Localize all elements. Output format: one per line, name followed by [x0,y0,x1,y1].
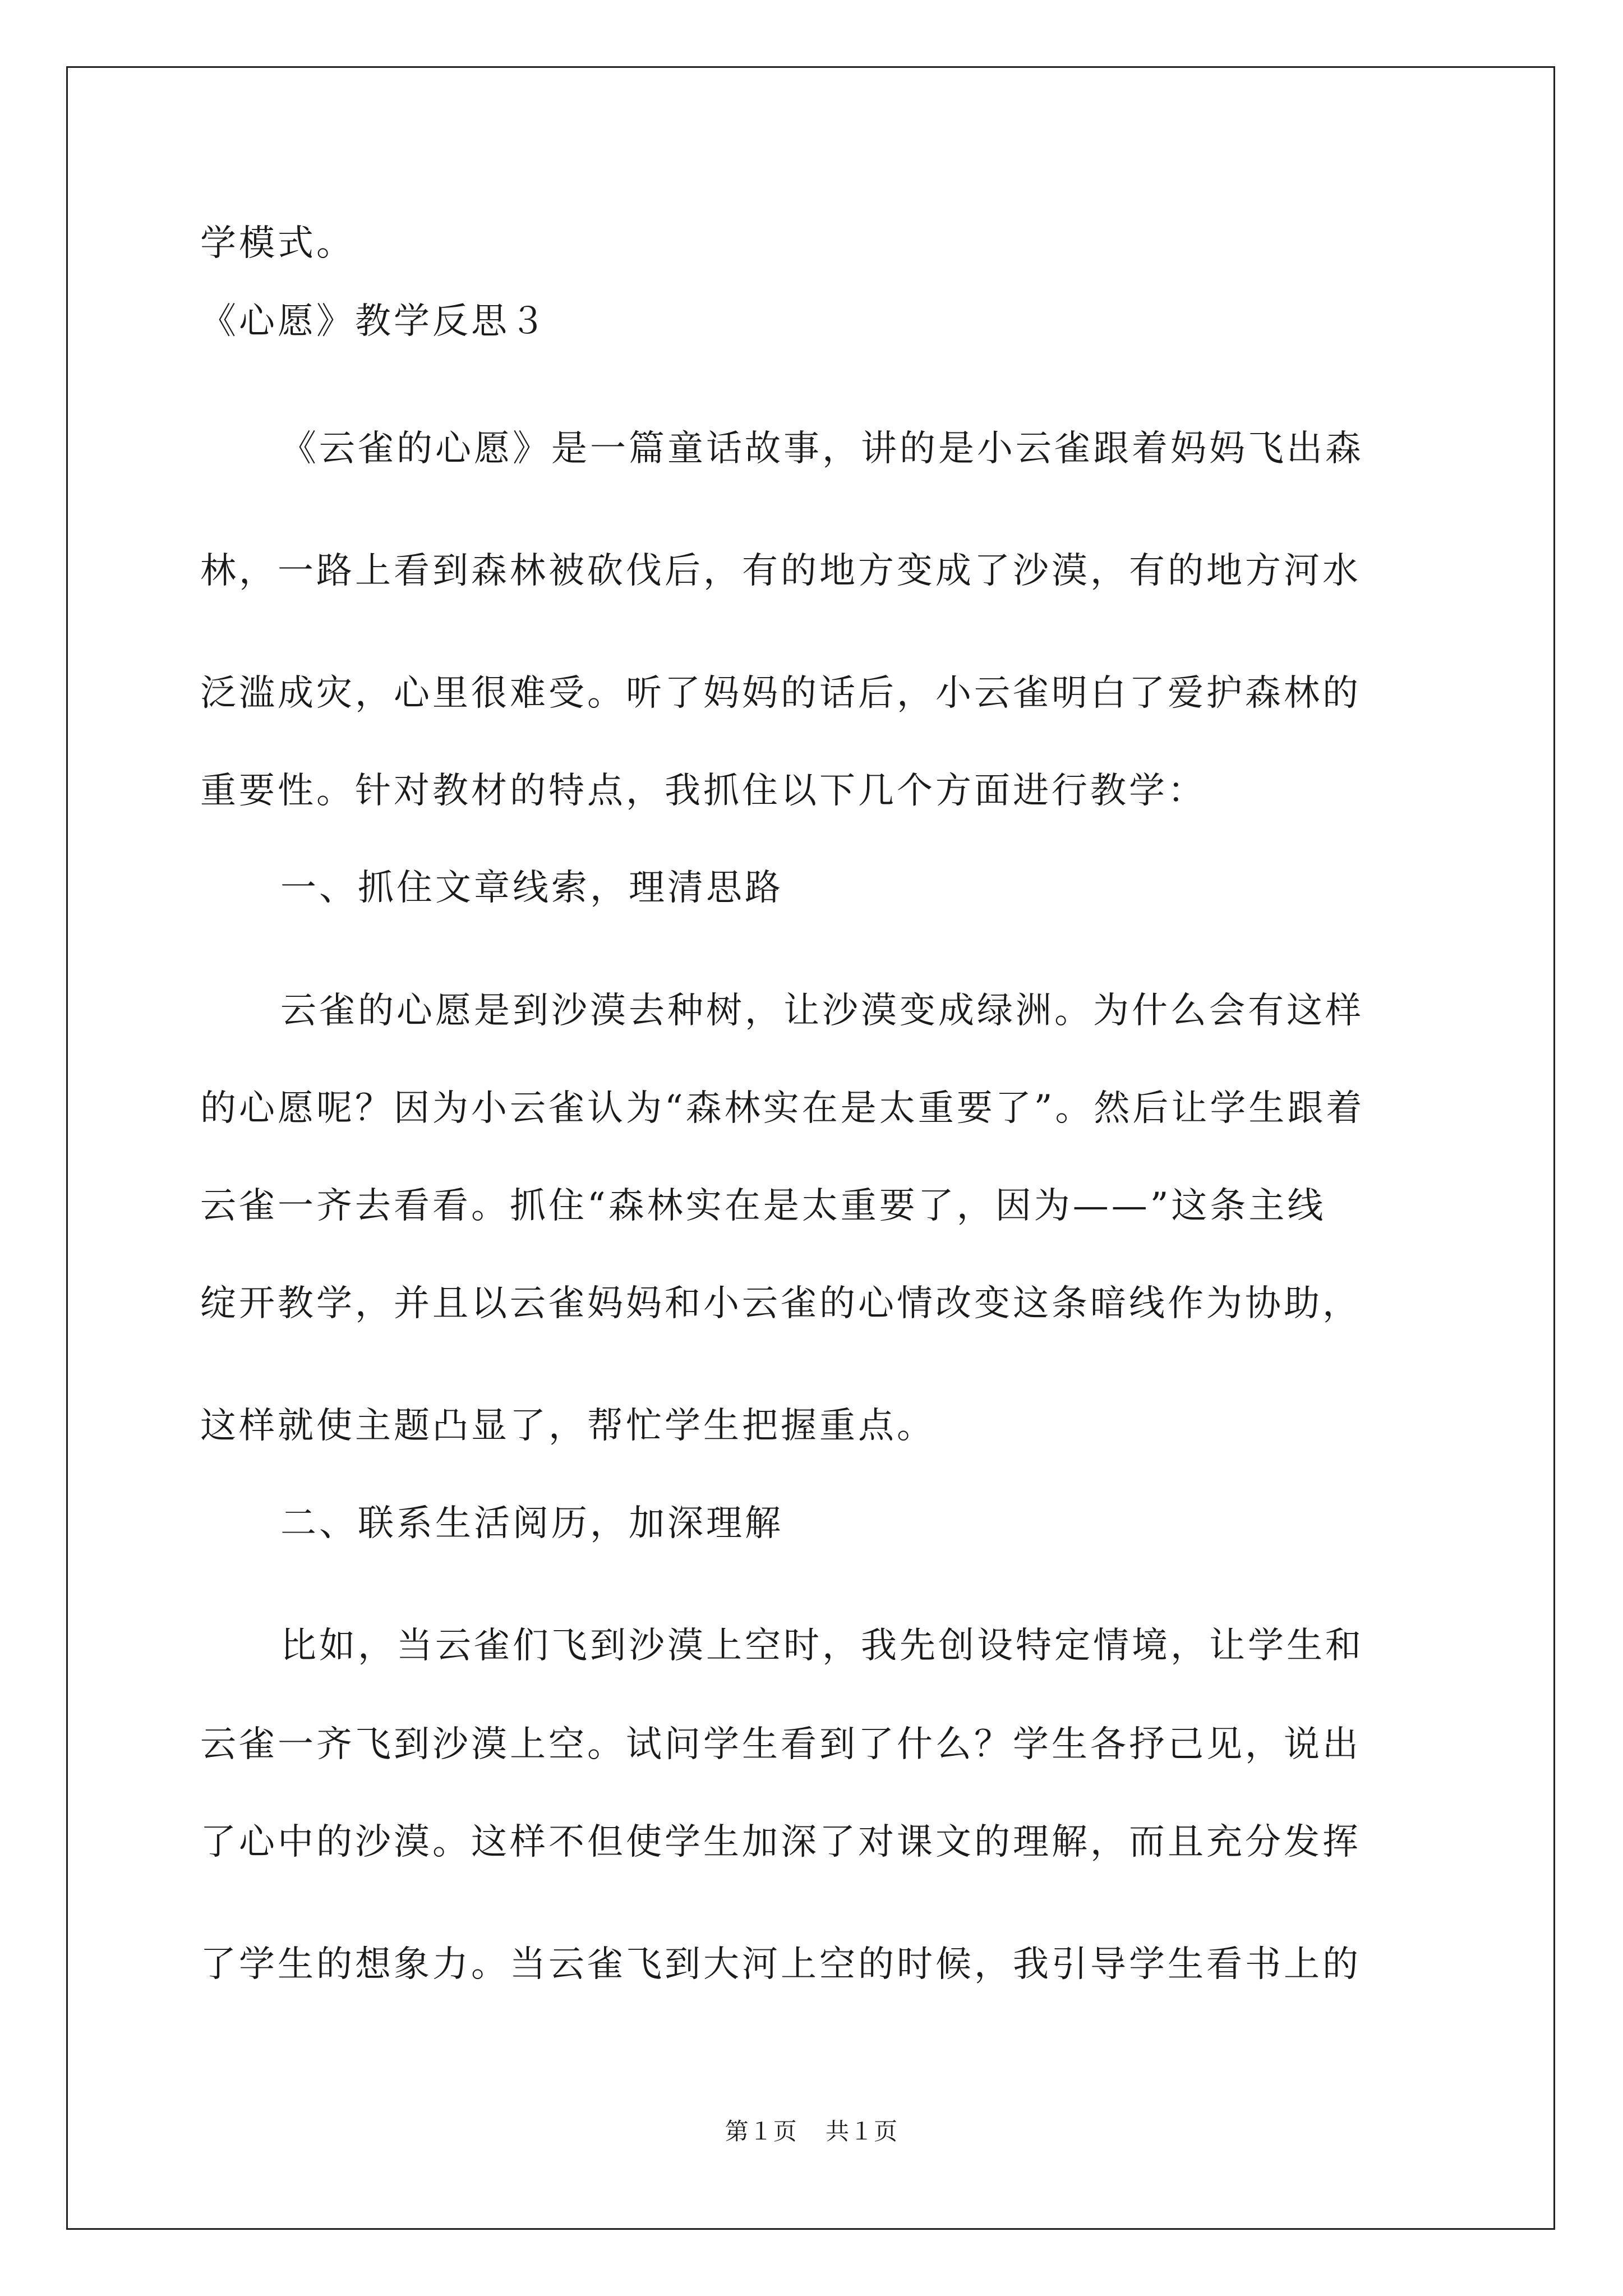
text-line: 云雀一齐飞到沙漠上空。试问学生看到了什么？学生各抒己见，说出 [200,1724,1361,1765]
text-line: 林，一路上看到森林被砍伐后，有的地方变成了沙漠，有的地方河水 [200,550,1361,592]
subheading: 一、抓住文章线索，理清思路 [280,867,783,909]
text-line: 比如，当云雀们飞到沙漠上空时，我先创设特定情境，让学生和 [280,1625,1364,1667]
text-line: 了学生的想象力。当云雀飞到大河上空的时候，我引导学生看书上的 [200,1944,1361,1985]
text-line: 云雀一齐去看看。抓住“森林实在是太重要了，因为——”这条主线 [200,1185,1326,1227]
page-number: 第１页 [725,2118,797,2145]
text-line: 绽开教学，并且以云雀妈妈和小云雀的心情改变这条暗线作为协助， [200,1283,1361,1324]
text-line: 云雀的心愿是到沙漠去种树，让沙漠变成绿洲。为什么会有这样 [280,990,1364,1032]
text-line: 《云雀的心愿》是一篇童话故事，讲的是小云雀跟着妈妈飞出森 [280,428,1364,470]
section-title: 《心愿》教学反思３ [200,301,548,342]
text-line: 了心中的沙漠。这样不但使学生加深了对课文的理解，而且充分发挥 [200,1821,1361,1863]
text-line: 学模式。 [200,223,355,264]
page-border [66,66,1555,2230]
page-footer [0,2118,1623,2146]
page-total: 共１页 [826,2118,898,2145]
text-line: 这样就使主题凸显了，帮忙学生把握重点。 [200,1405,935,1447]
text-line: 重要性。针对教材的特点，我抓住以下几个方面进行教学： [200,770,1206,812]
text-line: 的心愿呢？因为小云雀认为“森林实在是太重要了”。然后让学生跟着 [200,1088,1365,1129]
subheading: 二、联系生活阅历，加深理解 [280,1503,783,1544]
text-line: 泛滥成灾，心里很难受。听了妈妈的话后，小云雀明白了爱护森林的 [200,673,1361,714]
